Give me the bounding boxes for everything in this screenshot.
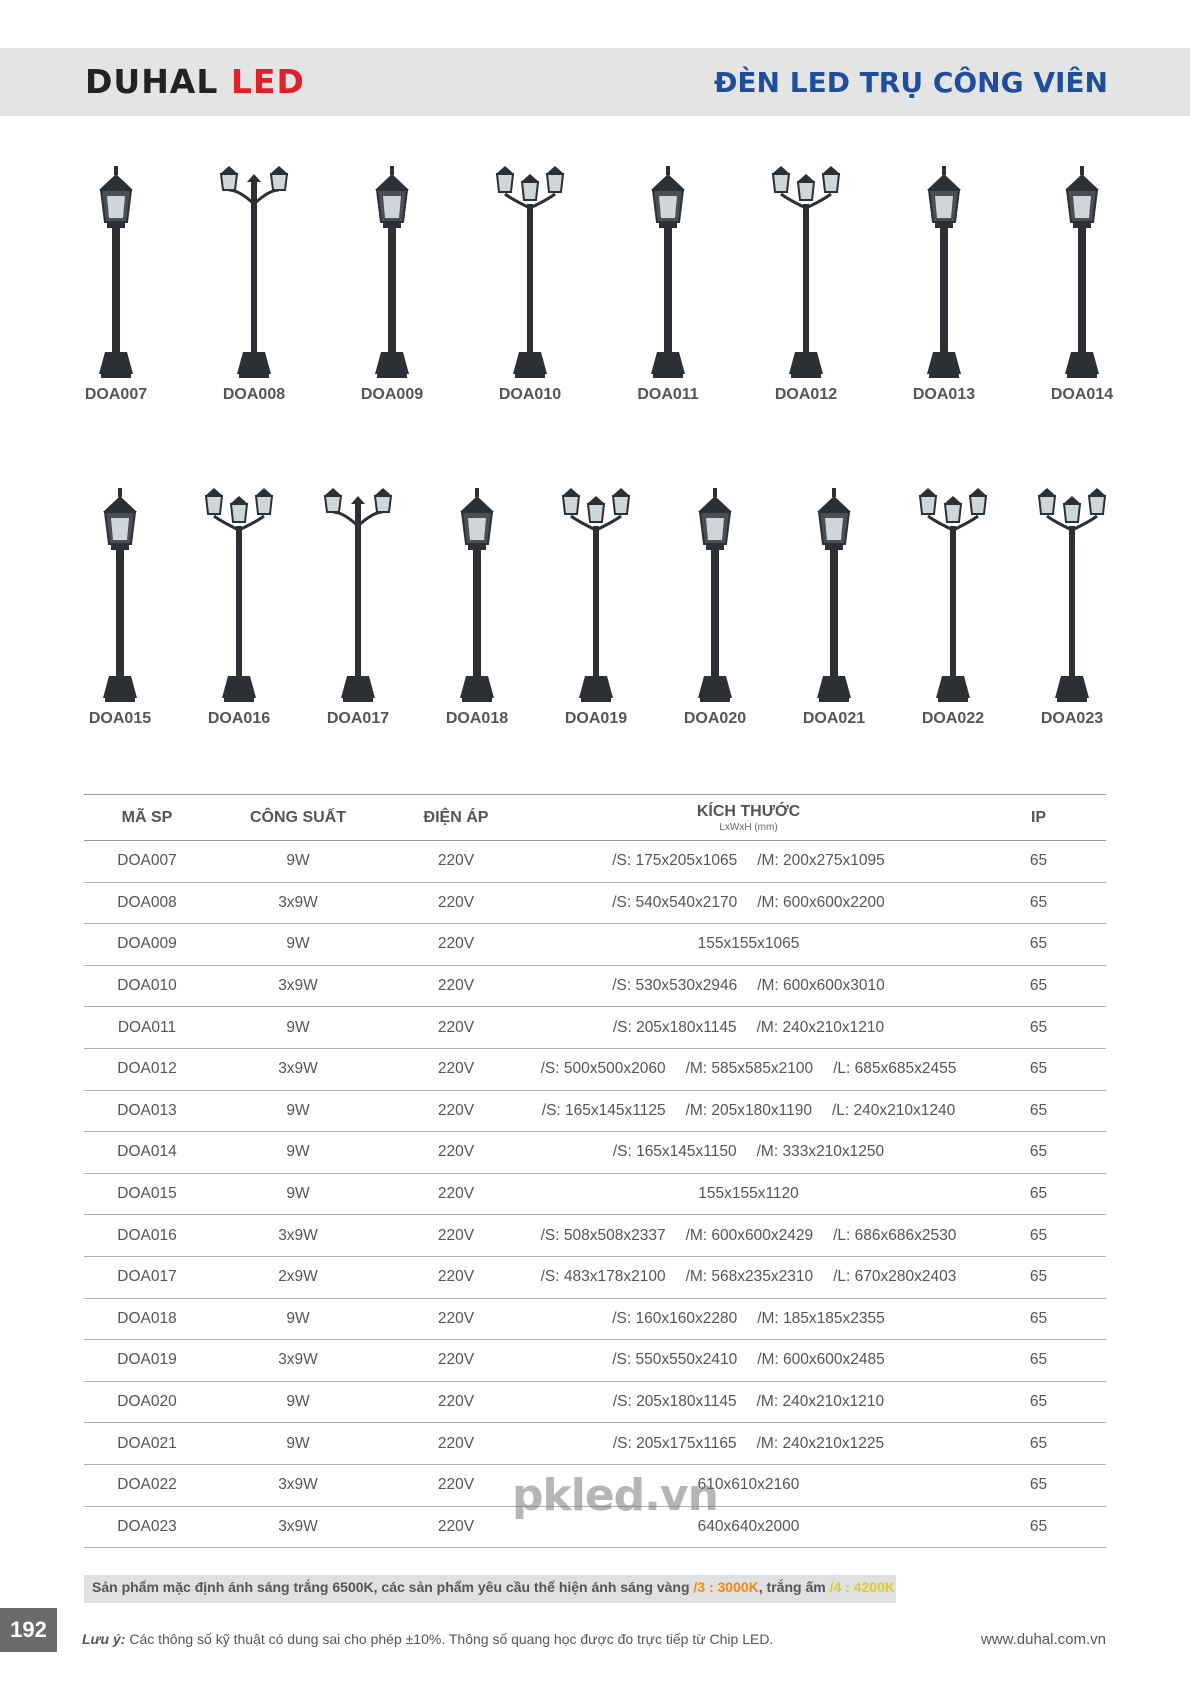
cell-dimensions	[526, 1423, 971, 1465]
cell-ip: 65	[971, 1090, 1106, 1132]
product-doa018	[417, 482, 537, 728]
cell-ip: 65	[971, 1340, 1106, 1382]
product-code: DOA009	[360, 386, 424, 403]
cell-power: 9W	[210, 924, 386, 966]
dimension-value: /S: 205x175x1165	[612, 1434, 737, 1452]
product-code: DOA014	[1050, 386, 1114, 403]
cell-dimensions	[526, 841, 971, 883]
table-row	[84, 1173, 1106, 1215]
cell-ip: 65	[971, 1132, 1106, 1174]
cell-power: 3x9W	[210, 1215, 386, 1257]
dimension-value: /M: 600x600x2485	[757, 1351, 885, 1369]
footer-note-label: Lưu ý:	[82, 1631, 126, 1647]
cell-ip: 65	[971, 1423, 1106, 1465]
cell-power: 3x9W	[210, 1506, 386, 1548]
cell-ip: 65	[971, 1173, 1106, 1215]
dimension-value: /M: 568x235x2310	[685, 1268, 814, 1286]
product-doa007	[56, 160, 176, 404]
cell-code: DOA019	[84, 1340, 210, 1382]
cell-ip: 65	[971, 1381, 1106, 1423]
single-lantern-post-icon	[899, 160, 989, 380]
double-arm-lamp-post-icon	[209, 160, 299, 380]
warm-light-code: /3 : 3000K	[693, 1579, 759, 1595]
product-code: DOA019	[564, 710, 628, 727]
table-header-row	[84, 795, 1106, 841]
table-row	[84, 882, 1106, 924]
dimension-value: /M: 600x600x3010	[757, 977, 885, 995]
triple-head-lamp-post-icon	[908, 482, 998, 704]
cell-ip: 65	[971, 841, 1106, 883]
product-code: DOA023	[1040, 710, 1104, 727]
single-lantern-post-icon	[75, 482, 165, 704]
cell-ip: 65	[971, 1464, 1106, 1506]
single-lantern-post-icon	[789, 482, 879, 704]
table-row	[84, 1381, 1106, 1423]
cell-voltage: 220V	[386, 1173, 526, 1215]
cell-code: DOA011	[84, 1007, 210, 1049]
cell-code: DOA018	[84, 1298, 210, 1340]
product-code: DOA017	[326, 710, 390, 727]
cell-power: 9W	[210, 1381, 386, 1423]
dimension-value: /M: 585x585x2100	[685, 1060, 814, 1078]
dimension-value: 610x610x2160	[697, 1476, 800, 1494]
dimension-value: /M: 200x275x1095	[757, 852, 885, 870]
cell-voltage: 220V	[386, 1090, 526, 1132]
cell-power: 3x9W	[210, 965, 386, 1007]
dimension-value: /S: 550x550x2410	[612, 1351, 738, 1369]
cell-voltage: 220V	[386, 1464, 526, 1506]
cell-code: DOA010	[84, 965, 210, 1007]
cell-dimensions	[526, 1381, 971, 1423]
cell-voltage: 220V	[386, 1340, 526, 1382]
cell-dimensions	[526, 882, 971, 924]
cell-ip: 65	[971, 1048, 1106, 1090]
dimension-value: /M: 205x180x1190	[685, 1101, 812, 1119]
product-doa021	[774, 482, 894, 728]
cell-code: DOA014	[84, 1132, 210, 1174]
table-row	[84, 1298, 1106, 1340]
dimension-value: /S: 483x178x2100	[540, 1268, 666, 1286]
cell-code: DOA013	[84, 1090, 210, 1132]
single-lantern-post-icon	[623, 160, 713, 380]
cell-voltage: 220V	[386, 1048, 526, 1090]
cell-power: 3x9W	[210, 1048, 386, 1090]
table-row	[84, 1215, 1106, 1257]
dimension-value: /S: 165x145x1125	[541, 1101, 666, 1119]
product-code: DOA013	[912, 386, 976, 403]
header-ip: IP	[971, 795, 1106, 841]
table-row	[84, 965, 1106, 1007]
dimension-value: /L: 685x685x2455	[833, 1060, 957, 1078]
dimension-value: /L: 686x686x2530	[833, 1226, 957, 1244]
product-code: DOA022	[921, 710, 985, 727]
cell-power: 3x9W	[210, 1340, 386, 1382]
product-doa010	[470, 160, 590, 404]
dimension-value: /S: 205x180x1145	[612, 1018, 737, 1036]
default-note-text: Sản phẩm mặc định ánh sáng trắng 6500K, các sản phẩm yêu cầu thể hiện ánh sáng vàng	[92, 1579, 694, 1595]
website-link[interactable]: www.duhal.com.vn	[980, 1631, 1106, 1648]
table-row	[84, 924, 1106, 966]
footer-note	[82, 1631, 773, 1647]
cell-power: 9W	[210, 1007, 386, 1049]
cell-power: 9W	[210, 1173, 386, 1215]
cell-code: DOA012	[84, 1048, 210, 1090]
product-doa019	[536, 482, 656, 728]
cell-code: DOA008	[84, 882, 210, 924]
brand-name-led: LED	[230, 62, 305, 101]
dimension-value: /S: 205x180x1145	[612, 1393, 737, 1411]
cell-power: 2x9W	[210, 1256, 386, 1298]
product-code: DOA016	[207, 710, 271, 727]
product-doa013	[884, 160, 1004, 404]
product-doa020	[655, 482, 775, 728]
single-lantern-post-icon	[71, 160, 161, 380]
dimension-value: /S: 530x530x2946	[612, 977, 738, 995]
cell-power: 9W	[210, 1132, 386, 1174]
cell-dimensions	[526, 1215, 971, 1257]
cell-voltage: 220V	[386, 924, 526, 966]
table-row	[84, 1423, 1106, 1465]
table-row	[84, 841, 1106, 883]
single-lantern-post-icon	[432, 482, 522, 704]
cell-power: 9W	[210, 1090, 386, 1132]
cell-voltage: 220V	[386, 841, 526, 883]
cell-power: 3x9W	[210, 882, 386, 924]
cell-voltage: 220V	[386, 1256, 526, 1298]
table-body	[84, 841, 1106, 1548]
dimension-value: /S: 540x540x2170	[612, 893, 738, 911]
dimension-value: /M: 185x185x2355	[757, 1309, 885, 1327]
cell-dimensions	[526, 1048, 971, 1090]
cell-voltage: 220V	[386, 1381, 526, 1423]
single-lantern-post-icon	[670, 482, 760, 704]
cell-power: 9W	[210, 1298, 386, 1340]
dimension-value: /S: 500x500x2060	[540, 1060, 666, 1078]
dimension-value: 155x155x1065	[697, 935, 800, 953]
dimension-value: 155x155x1120	[698, 1185, 799, 1203]
product-doa016	[179, 482, 299, 728]
header-dimensions-unit: LxWxH (mm)	[719, 821, 778, 833]
product-doa008	[194, 160, 314, 404]
footer-note-text: Các thông số kỹ thuật có dung sai cho phép ±10%. Thông số quang học được đo trực tiếp từ Chip LED.	[125, 1631, 774, 1647]
table-row	[84, 1090, 1106, 1132]
table-row	[84, 1048, 1106, 1090]
dimension-value: /M: 333x210x1250	[756, 1143, 885, 1161]
cell-code: DOA015	[84, 1173, 210, 1215]
triple-head-lamp-post-icon	[551, 482, 641, 704]
cell-dimensions	[526, 965, 971, 1007]
cell-power: 3x9W	[210, 1464, 386, 1506]
table-row	[84, 1132, 1106, 1174]
cell-ip: 65	[971, 1256, 1106, 1298]
header-voltage: ĐIỆN ÁP	[386, 795, 526, 841]
product-doa017	[298, 482, 418, 728]
brand-name-duhal: DUHAL	[85, 62, 219, 101]
product-code: DOA015	[88, 710, 152, 727]
cell-dimensions	[526, 1007, 971, 1049]
cell-voltage: 220V	[386, 1007, 526, 1049]
product-code: DOA012	[774, 386, 838, 403]
triple-head-lamp-post-icon	[1027, 482, 1117, 704]
cell-voltage: 220V	[386, 1132, 526, 1174]
cell-code: DOA021	[84, 1423, 210, 1465]
cell-dimensions	[526, 1298, 971, 1340]
page-number: 192	[0, 1608, 57, 1652]
cell-code: DOA016	[84, 1215, 210, 1257]
cell-voltage: 220V	[386, 965, 526, 1007]
cell-voltage: 220V	[386, 1423, 526, 1465]
product-code: DOA007	[84, 386, 148, 403]
cell-voltage: 220V	[386, 882, 526, 924]
dimension-value: 640x640x2000	[697, 1517, 800, 1535]
double-arm-lamp-post-icon	[313, 482, 403, 704]
cell-voltage: 220V	[386, 1506, 526, 1548]
dimension-value: /M: 240x210x1210	[756, 1018, 885, 1036]
cell-code: DOA017	[84, 1256, 210, 1298]
dimension-value: /M: 240x210x1225	[756, 1434, 885, 1452]
single-lantern-post-icon	[1037, 160, 1127, 380]
product-code: DOA018	[445, 710, 509, 727]
dimension-value: /S: 160x160x2280	[612, 1309, 738, 1327]
dimension-value: /L: 670x280x2403	[833, 1268, 957, 1286]
dimension-value: /S: 175x205x1065	[612, 852, 738, 870]
brand-logo	[85, 62, 305, 101]
cell-code: DOA022	[84, 1464, 210, 1506]
cell-ip: 65	[971, 965, 1106, 1007]
product-code: DOA011	[637, 386, 699, 403]
default-light-note	[84, 1575, 896, 1603]
cell-voltage: 220V	[386, 1215, 526, 1257]
cell-code: DOA020	[84, 1381, 210, 1423]
cell-code: DOA007	[84, 841, 210, 883]
product-doa015	[60, 482, 180, 728]
dimension-value: /S: 165x145x1150	[612, 1143, 737, 1161]
cell-dimensions	[526, 1173, 971, 1215]
product-doa023	[1012, 482, 1132, 728]
neutral-light-code: /4 : 4200K	[829, 1579, 895, 1595]
cell-ip: 65	[971, 1506, 1106, 1548]
cell-ip: 65	[971, 1215, 1106, 1257]
product-doa009	[332, 160, 452, 404]
cell-dimensions	[526, 1090, 971, 1132]
product-code: DOA008	[222, 386, 286, 403]
cell-power: 9W	[210, 1423, 386, 1465]
cell-ip: 65	[971, 924, 1106, 966]
dimension-value: /M: 240x210x1210	[756, 1393, 885, 1411]
cell-ip: 65	[971, 1007, 1106, 1049]
dimension-value: /S: 508x508x2337	[540, 1226, 666, 1244]
cell-dimensions	[526, 1132, 971, 1174]
header-code: MÃ SP	[84, 795, 210, 841]
cell-dimensions	[526, 1340, 971, 1382]
dimension-value: /M: 600x600x2200	[757, 893, 885, 911]
spec-table	[84, 794, 1106, 1548]
product-code: DOA021	[802, 710, 866, 727]
table-row	[84, 1256, 1106, 1298]
header-power: CÔNG SUẤT	[210, 795, 386, 841]
cell-dimensions	[526, 924, 971, 966]
product-code: DOA020	[683, 710, 747, 727]
cell-ip: 65	[971, 1298, 1106, 1340]
watermark: pkled.vn	[512, 1470, 718, 1521]
triple-head-lamp-post-icon	[194, 482, 284, 704]
cell-power: 9W	[210, 841, 386, 883]
cell-dimensions	[526, 1256, 971, 1298]
dimension-value: /M: 600x600x2429	[685, 1226, 814, 1244]
product-doa022	[893, 482, 1013, 728]
default-note-mid: , trắng ấm	[758, 1579, 830, 1595]
cell-code: DOA023	[84, 1506, 210, 1548]
triple-head-lamp-post-icon	[761, 160, 851, 380]
cell-code: DOA009	[84, 924, 210, 966]
dimension-value: /L: 240x210x1240	[831, 1101, 956, 1119]
product-doa014	[1022, 160, 1142, 404]
cell-ip: 65	[971, 882, 1106, 924]
header-dimensions-label: KÍCH THƯỚC	[696, 802, 801, 820]
page-title: ĐÈN LED TRỤ CÔNG VIÊN	[713, 66, 1108, 99]
cell-voltage: 220V	[386, 1298, 526, 1340]
product-code: DOA010	[498, 386, 562, 403]
header-dimensions	[526, 795, 971, 841]
product-doa011	[608, 160, 728, 404]
triple-head-lamp-post-icon	[485, 160, 575, 380]
single-lantern-post-icon	[347, 160, 437, 380]
table-row	[84, 1340, 1106, 1382]
table-row	[84, 1007, 1106, 1049]
product-doa012	[746, 160, 866, 404]
